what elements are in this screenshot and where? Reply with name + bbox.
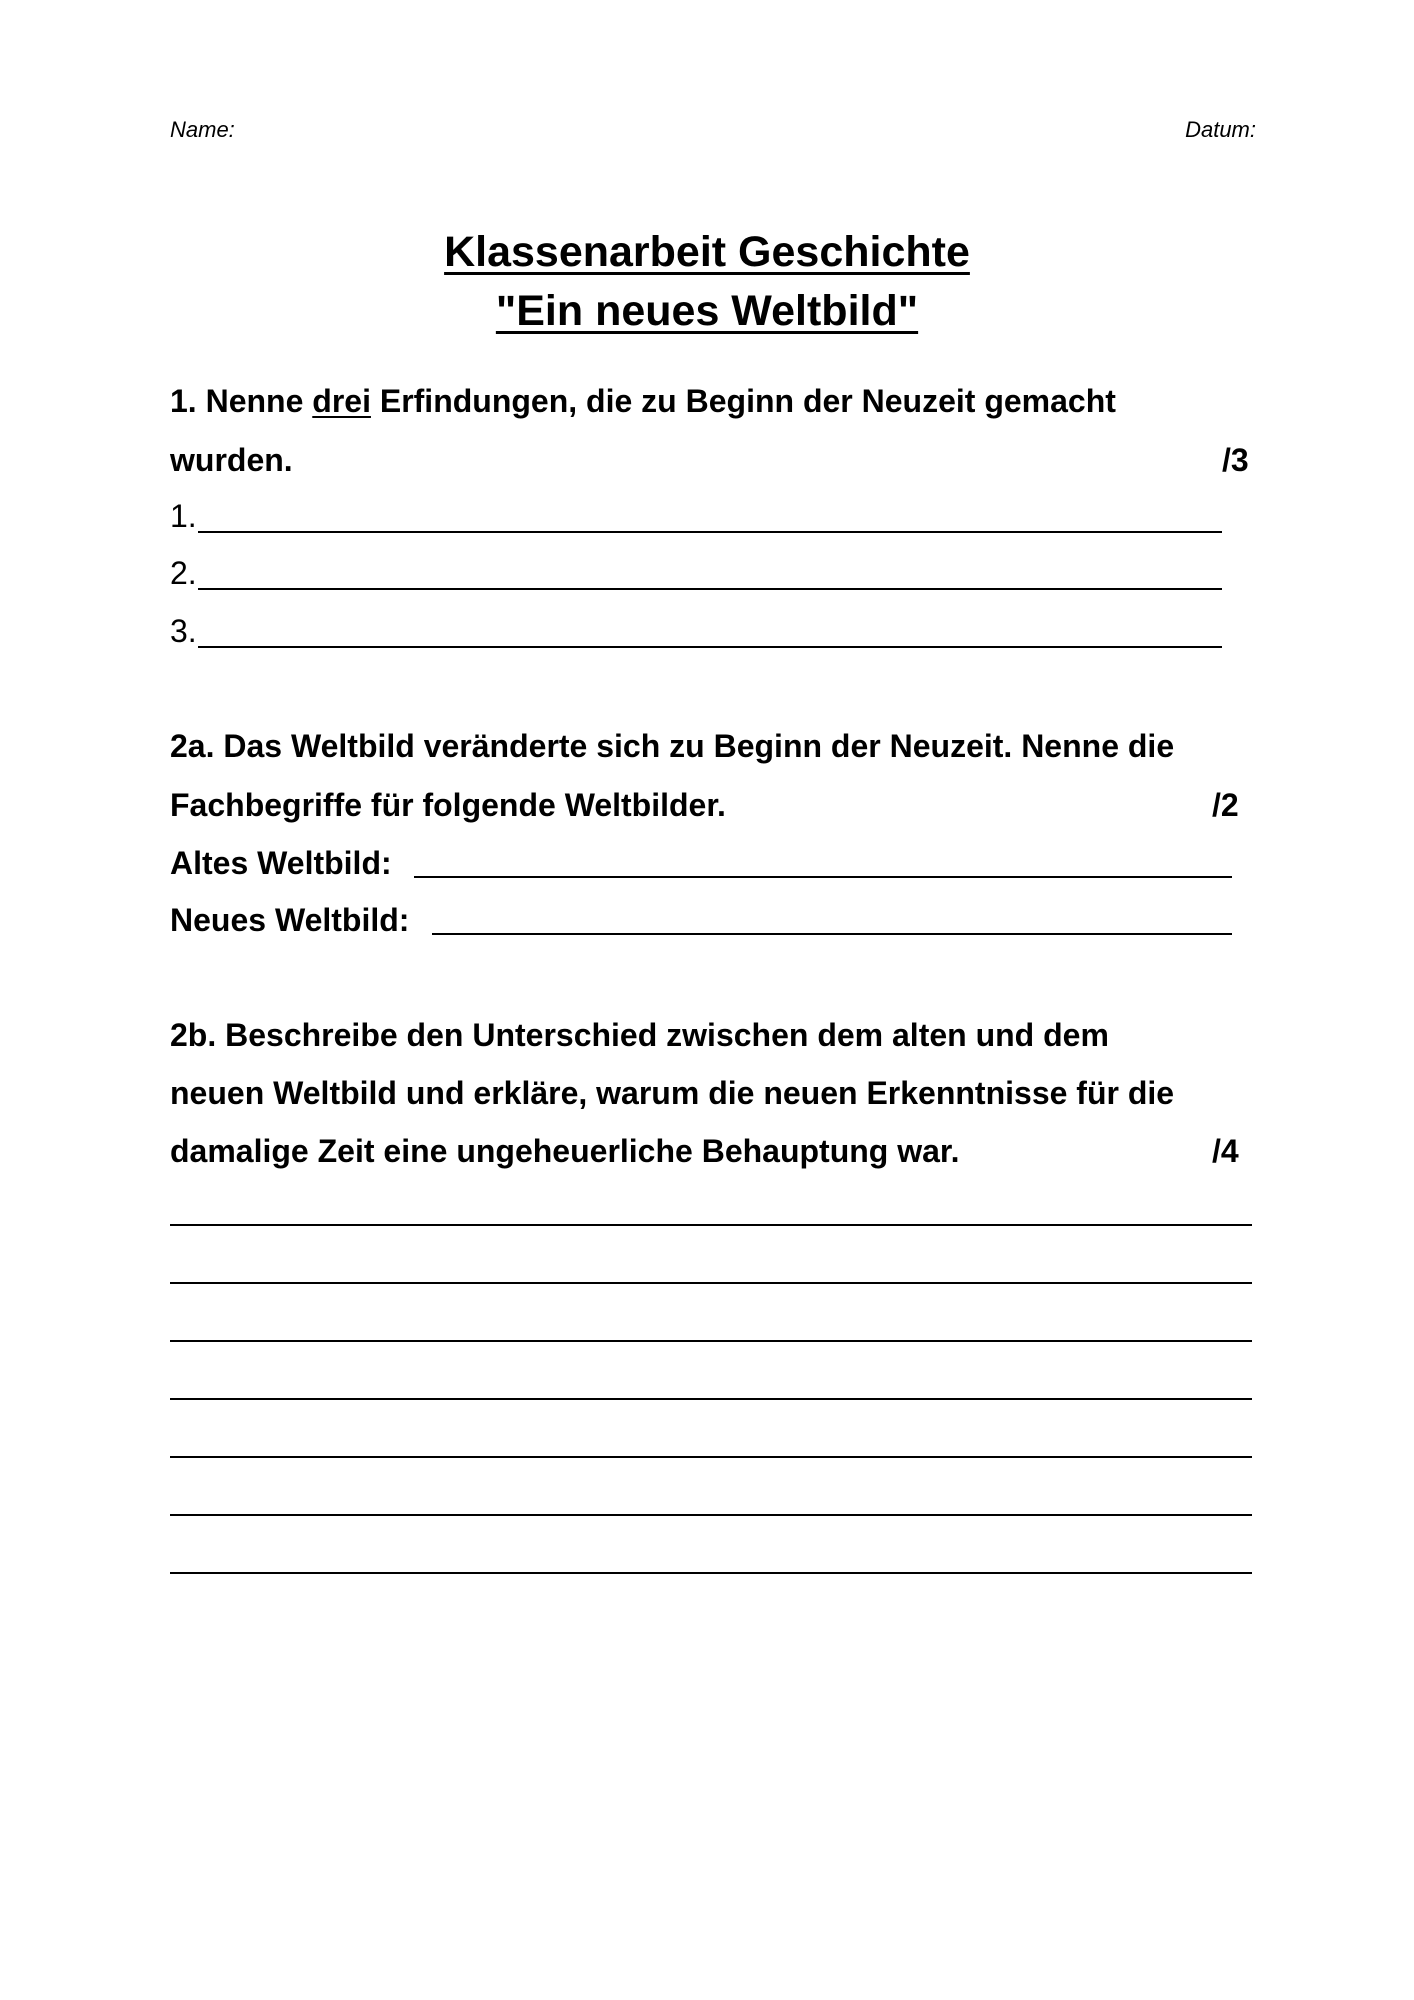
old-worldview-line[interactable] bbox=[414, 876, 1232, 878]
question-2b-answer-line[interactable] bbox=[170, 1282, 1252, 1284]
question-1-emphasis: drei bbox=[312, 383, 371, 419]
answer-2-line[interactable] bbox=[198, 588, 1222, 590]
question-1-line-1: 1. Nenne drei Erfindungen, die zu Beginn der Neuzeit gemacht bbox=[170, 383, 1116, 419]
question-1-points: /3 bbox=[1222, 442, 1249, 478]
title-line-1: Klassenarbeit Geschichte bbox=[444, 228, 970, 276]
answer-2-label: 2. bbox=[170, 555, 197, 591]
answer-3-line[interactable] bbox=[198, 646, 1222, 648]
question-2b-line-2: neuen Weltbild und erkläre, warum die neuen Erkenntnisse für die bbox=[170, 1075, 1175, 1111]
new-worldview-line[interactable] bbox=[432, 933, 1232, 935]
question-1-line-2: wurden. bbox=[170, 442, 293, 478]
title-line-2: "Ein neues Weltbild" bbox=[495, 287, 919, 335]
question-2b-line-3: damalige Zeit eine ungeheuerliche Behauptung war. bbox=[170, 1133, 960, 1169]
name-label: Name: bbox=[170, 117, 235, 142]
new-worldview-label: Neues Weltbild: bbox=[170, 902, 410, 938]
question-2a-line-2: Fachbegriffe für folgende Weltbilder. bbox=[170, 787, 726, 823]
answer-1-line[interactable] bbox=[198, 531, 1222, 533]
answer-3-label: 3. bbox=[170, 613, 197, 649]
question-2a-line-1: 2a. Das Weltbild veränderte sich zu Beginn der Neuzeit. Nenne die bbox=[170, 728, 1175, 764]
question-2b-answer-line[interactable] bbox=[170, 1224, 1252, 1226]
question-2b-answer-line[interactable] bbox=[170, 1514, 1252, 1516]
answer-1-label: 1. bbox=[170, 498, 197, 534]
question-2b-points: /4 bbox=[1212, 1133, 1239, 1169]
question-2b-answer-line[interactable] bbox=[170, 1572, 1252, 1574]
question-2b-answer-line[interactable] bbox=[170, 1340, 1252, 1342]
old-worldview-label: Altes Weltbild: bbox=[170, 845, 392, 881]
question-2a-points: /2 bbox=[1212, 787, 1239, 823]
question-2b-answer-line[interactable] bbox=[170, 1398, 1252, 1400]
question-2b-answer-line[interactable] bbox=[170, 1456, 1252, 1458]
question-2b-line-1: 2b. Beschreibe den Unterschied zwischen dem alten und dem bbox=[170, 1017, 1109, 1053]
date-label: Datum: bbox=[1185, 117, 1256, 142]
